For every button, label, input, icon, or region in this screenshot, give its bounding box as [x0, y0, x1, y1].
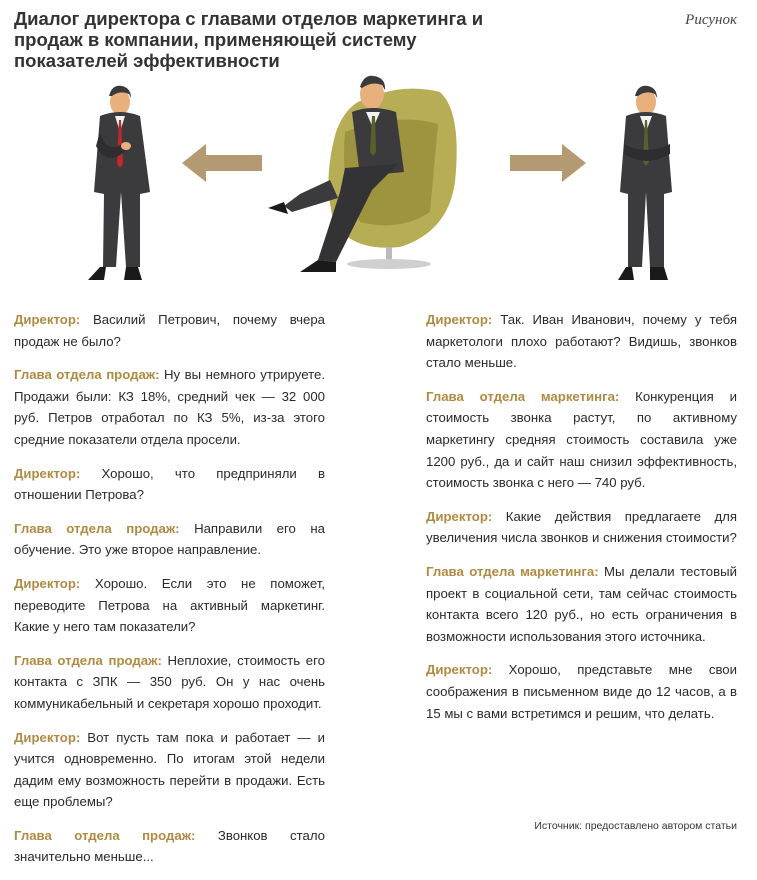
dialog-text: Звонков стало значительно меньше...	[14, 827, 325, 865]
right-dialog-column	[426, 309, 737, 736]
speaker-label: Глава отдела маркетинга:	[426, 563, 599, 579]
dialog-text: Мы делали тестовый проект в социальной сети, там сейчас стоимость контакта всего 120 руб., но есть ограничения в возможности использования этого источника.	[426, 563, 737, 644]
dialog-text: Хорошо. Если это не поможет, переводите Петрова на активный маркетинг. Какие у него там показатели?	[14, 575, 325, 635]
dialog-entry	[14, 518, 325, 561]
speaker-label: Директор:	[426, 662, 493, 678]
dialog-entry	[14, 727, 325, 813]
dialog-entry	[14, 573, 325, 638]
dialog-entry	[426, 561, 737, 647]
head-of-sales-figure	[88, 86, 150, 280]
arrow-left-icon	[182, 144, 262, 182]
speaker-label: Глава отдела маркетинга:	[426, 388, 620, 404]
speaker-label: Директор:	[426, 508, 493, 524]
dialog-text: Хорошо, что предприняли в отношении Петрова?	[14, 465, 325, 503]
speaker-label: Глава отдела продаж:	[14, 520, 180, 536]
page-title: Диалог директора с главами отделов маркетинга и продаж в компании, применяющей систему показателей эффективности	[14, 8, 484, 71]
dialog-text: Ну вы немного утрируете. Продажи были: КЗ 18%, средний чек — 32 000 руб. Петров отработал по КЗ 5%, из-за этого средние показатели отдела просели.	[14, 367, 325, 447]
dialog-text: Хорошо, представьте мне свои соображения в письменном виде до 12 часов, а в 15 мы с вами встретимся и решим, что делать.	[426, 662, 737, 721]
dialog-entry	[14, 825, 325, 868]
dialog-text: Какие действия предлагаете для увеличения числа звонков и снижения стоимости?	[426, 508, 737, 546]
dialog-entry	[426, 659, 737, 724]
speaker-label: Директор:	[14, 465, 81, 481]
dialog-text: Вот пусть там пока и работает — и учится одновременно. По итогам этой недели дадим ему возможность перейти в продажи. Есть еще проблемы?	[14, 729, 325, 810]
illustration	[0, 72, 757, 297]
dialog-entry	[426, 309, 737, 374]
dialog-entry	[14, 309, 325, 352]
dialog-entry	[14, 364, 325, 450]
speaker-label: Директор:	[426, 312, 493, 327]
dialog-text: Василий Петрович, почему вчера продаж не было?	[14, 312, 325, 349]
speaker-label: Директор:	[14, 312, 81, 327]
speaker-label: Директор:	[14, 729, 81, 745]
figure-label: Рисунок	[685, 12, 737, 28]
arrow-right-icon	[510, 144, 586, 182]
dialog-text: Неплохие, стоимость его контакта с ЗПК — 350 руб. Он у нас очень коммуникабельный и секретаря хорошо проходит.	[14, 652, 325, 711]
dialog-entry	[426, 506, 737, 549]
speaker-label: Глава отдела продаж:	[14, 367, 160, 383]
dialog-text: Конкуренция и стоимость звонка растут, по активному маркетингу средняя стоимость составила уже 1200 руб., да и сайт наш снизил эффективность, стоимость звонка с него — 740 руб.	[426, 388, 737, 491]
speaker-label: Глава отдела продаж:	[14, 652, 162, 668]
left-dialog-column	[14, 309, 325, 880]
speaker-label: Директор:	[14, 575, 81, 591]
dialog-entry	[14, 463, 325, 506]
head-of-marketing-figure	[618, 86, 672, 280]
dialog-entry	[14, 650, 325, 715]
source-note: Источник: предоставлено автором статьи	[534, 820, 737, 832]
dialog-text: Направили его на обучение. Это уже второе направление.	[14, 520, 325, 558]
director-figure	[268, 76, 457, 272]
speaker-label: Глава отдела продаж:	[14, 827, 196, 843]
dialog-text: Так. Иван Иванович, почему у тебя маркетологи плохо работают? Видишь, звонков стало меньше.	[426, 312, 737, 371]
dialog-entry	[426, 386, 737, 494]
